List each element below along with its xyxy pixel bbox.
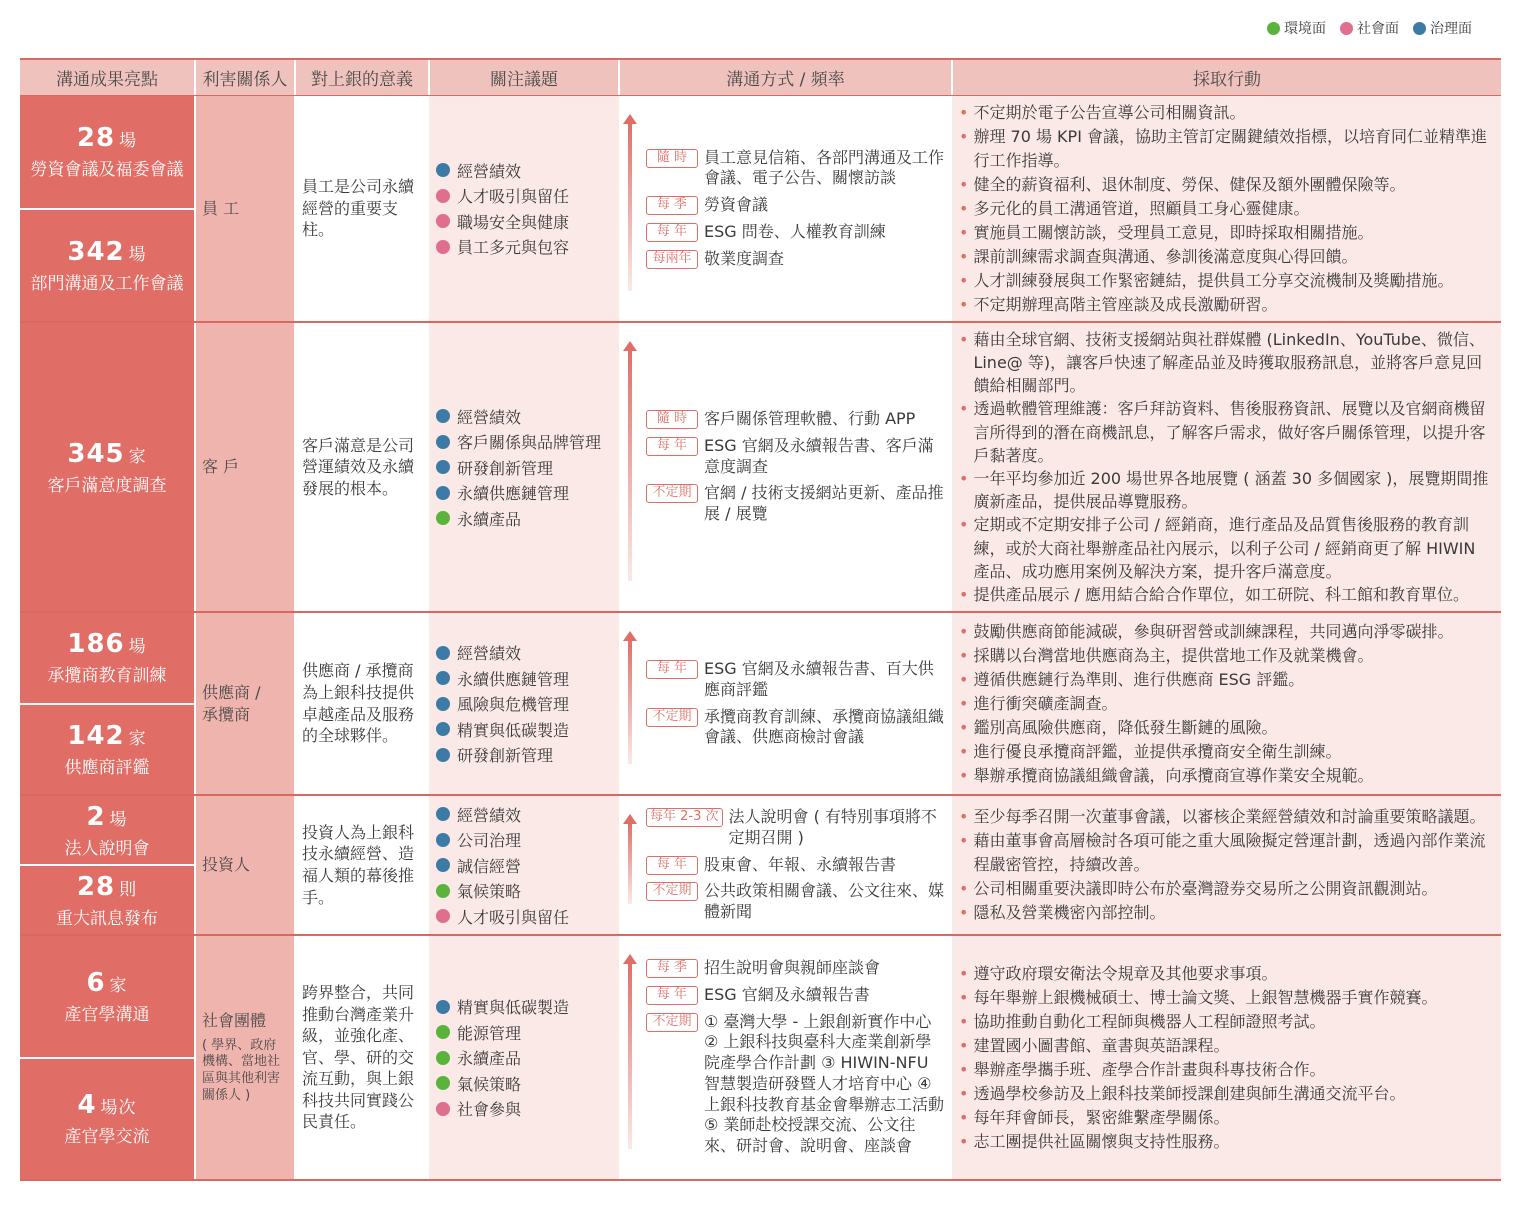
action-item	[959, 644, 1495, 668]
highlight-label: 部門溝通及工作會議	[30, 273, 184, 294]
action-text: • 藉由董事會高層檢討各項可能之重大風險擬定營運計劃，透過內部作業流程嚴密管控，持續改善。	[973, 831, 1486, 874]
stakeholder-name: 供應商 / 承攬商	[202, 682, 261, 724]
highlight-number	[67, 629, 146, 659]
issue-label: 風險與危機管理	[457, 695, 570, 714]
method-text: 招生說明會與親師座談會	[704, 957, 881, 977]
action-text: • 每年舉辦上銀機械碩士、博士論文獎、上銀智慧機器手實作競賽。	[973, 987, 1438, 1007]
action-item	[959, 692, 1495, 716]
action-text: • 健全的薪資福利、退休制度、勞保、健保及額外團體保險等。	[973, 174, 1406, 194]
method-text: ESG 問卷、人權教育訓練	[704, 221, 886, 241]
issues-cell	[430, 96, 620, 321]
action-item	[959, 1034, 1495, 1058]
action-text: • 一年平均參加近 200 場世界各地展覽 ( 涵蓋 30 多個國家 )，展覽期間推廣新產品，提供展品導覽服務。	[973, 469, 1489, 512]
stakeholder-name: 客 戶	[202, 457, 240, 477]
highlight-block	[20, 613, 194, 703]
highlight-unit: 場	[109, 809, 128, 830]
issue-label: 人才吸引與留任	[457, 907, 570, 927]
gov-dot-icon	[436, 646, 450, 660]
action-text: • 透過學校參訪及上銀科技業師授課創建與師生溝通交流平台。	[973, 1083, 1406, 1103]
up-arrow-icon	[628, 962, 632, 1149]
method-text: ESG 官網及永續報告書、客戶滿意度調查	[704, 435, 934, 476]
action-item	[959, 1010, 1495, 1034]
issue-label: 永續產品	[457, 1049, 522, 1068]
action-text: • 採購以台灣當地供應商為主，提供當地工作及就業機會。	[973, 645, 1374, 665]
highlight-block	[20, 936, 194, 1057]
issue-label: 氣候策略	[457, 882, 522, 901]
action-text: • 多元化的員工溝通管道，照顧員工身心靈健康。	[973, 198, 1310, 218]
highlight-label: 供應商評鑑	[64, 757, 150, 778]
action-item	[959, 269, 1495, 293]
action-text: • 舉辦產學攜手班、產學合作計畫與科專技術合作。	[973, 1059, 1326, 1079]
issue-item	[436, 1096, 613, 1122]
action-text: • 不定期於電子公告宣導公司相關資訊。	[973, 102, 1246, 122]
up-arrow-icon	[628, 639, 632, 764]
method-item	[646, 659, 946, 701]
table-row	[20, 96, 1501, 323]
issue-item	[436, 665, 613, 691]
method-item	[646, 195, 946, 216]
issue-label: 經營績效	[457, 407, 522, 427]
frequency-tag: 每 年	[646, 856, 698, 875]
legend-item	[1267, 18, 1326, 38]
highlight-label: 產官學交流	[64, 1127, 150, 1148]
method-text: ESG 官網及永續報告書	[704, 984, 870, 1004]
action-text: • 遵循供應鏈行為準則、進行供應商 ESG 評鑑。	[973, 669, 1305, 689]
action-text: • 舉辦承攬商協議組織會議，向承攬商宣導作業安全規範。	[973, 765, 1374, 785]
action-item	[959, 829, 1495, 877]
action-text: • 辦理 70 場 KPI 會議，協助主管訂定關鍵績效指標，以培育同仁並精準進行工作指導。	[973, 126, 1488, 170]
frequency-tag: 每 季	[646, 196, 698, 215]
highlight-number	[77, 123, 137, 153]
header-cell: 溝通方式 / 頻率	[620, 60, 953, 95]
method-text: ① 臺灣大學 - 上銀創新實作中心 ② 上銀科技與臺科大產業創新學院產學合作計劃 ③ HIWIN-NFU 智慧製造研發暨人才培育中心 ④ 上銀科技教育基金會舉辦志工活動 ⑤ 業師赴校授課交流、公文往來、研討會、說明會、座談會	[704, 1011, 945, 1156]
highlight-label: 客戶滿意度調查	[47, 475, 167, 496]
action-text: • 提供產品展示 / 應用結合給合作單位，如工研院、科工館和教育單位。	[973, 584, 1470, 604]
issue-label: 永續產品	[457, 509, 522, 529]
issue-item	[436, 234, 613, 260]
highlight-block	[20, 208, 194, 322]
issues-cell	[430, 613, 620, 794]
action-item	[959, 716, 1495, 740]
action-item	[959, 764, 1495, 788]
highlight-number	[67, 439, 146, 469]
highlight-unit: 家	[128, 728, 147, 749]
legend-label: 治理面	[1430, 21, 1472, 37]
legend	[1267, 18, 1472, 38]
issue-item	[436, 480, 613, 506]
highlight-number	[67, 721, 146, 751]
meaning-cell	[296, 323, 430, 611]
highlight-value: 28	[76, 123, 116, 154]
action-text: • 課前訓練需求調查與溝通、參訓後滿意度與心得回饋。	[973, 246, 1358, 266]
highlight-unit: 場	[128, 244, 147, 265]
action-item	[959, 221, 1495, 245]
meaning-text: 客戶滿意是公司營運績效及永續發展的根本。	[302, 435, 415, 498]
action-item	[959, 467, 1495, 513]
action-text: • 隱私及營業機密內部控制。	[973, 903, 1166, 922]
issue-item	[436, 903, 613, 929]
issue-label: 氣候策略	[457, 1074, 522, 1094]
action-text: • 藉由全球官網、技術支援網站與社群媒體 (LinkedIn、YouTube、微信、Line@ 等)，讓客戶快速了解產品並及時獲取服務訊息，並將客戶意見回饋給相關部門。	[973, 329, 1485, 396]
highlight-value: 28	[76, 871, 116, 902]
issue-item	[436, 1019, 613, 1045]
frequency-tag: 每 季	[646, 959, 698, 978]
gov-dot-icon	[436, 460, 450, 474]
method-item	[646, 855, 946, 876]
action-item	[959, 125, 1495, 173]
action-item	[959, 328, 1495, 398]
action-item	[959, 583, 1495, 606]
issue-item	[436, 878, 613, 904]
action-text: • 公司相關重要決議即時公布於臺灣證券交易所之公開資訊觀測站。	[973, 879, 1438, 898]
methods-cell	[620, 936, 953, 1179]
gov-dot-icon	[436, 1000, 450, 1014]
frequency-tag: 不定期	[646, 484, 698, 503]
stakeholder-cell	[196, 96, 296, 321]
gov-dot-icon	[436, 486, 450, 500]
up-arrow-icon	[628, 122, 632, 291]
header-cell: 採取行動	[1193, 70, 1261, 90]
actions-cell	[953, 613, 1501, 794]
frequency-tag: 不定期	[646, 708, 698, 727]
issue-label: 職場安全與健康	[457, 212, 570, 232]
highlight-block	[20, 323, 194, 611]
table-row	[20, 796, 1501, 936]
issue-label: 經營績效	[457, 161, 522, 181]
issue-label: 員工多元與包容	[457, 238, 570, 258]
issue-item	[436, 827, 613, 853]
method-item	[646, 483, 946, 525]
action-text: • 志工團提供社區關懷與支持性服務。	[973, 1131, 1230, 1151]
gov-dot-icon	[436, 833, 450, 847]
issue-item	[436, 640, 613, 666]
highlight-unit: 場	[128, 637, 147, 658]
action-text: • 鑑別高風險供應商，降低發生斷鏈的風險。	[973, 717, 1278, 737]
action-text: • 定期或不定期安排子公司 / 經銷商，進行產品及品質售後服務的教育訓練，或於大商社舉辦產品社內展示，以利子公司 / 經銷商更了解 HIWIN 產品、成功應用案例及解決方案，提升客戶滿意度。	[973, 515, 1476, 581]
action-item	[959, 1082, 1495, 1106]
action-item	[959, 513, 1495, 583]
issue-label: 研發創新管理	[457, 746, 554, 765]
issue-item	[436, 716, 613, 742]
up-arrow-icon	[628, 349, 632, 581]
highlights-cell	[20, 796, 196, 934]
action-item	[959, 293, 1495, 317]
highlight-value: 186	[67, 629, 125, 660]
highlight-unit: 則	[119, 879, 138, 900]
method-item	[646, 436, 946, 478]
action-item	[959, 620, 1495, 644]
stakeholder-subtitle: ( 學界、政府機構、當地社區與其他利害關係人 )	[202, 1037, 281, 1104]
method-item	[646, 409, 946, 430]
frequency-tag: 隨 時	[646, 410, 698, 429]
table-row	[20, 323, 1501, 613]
action-text: • 進行優良承攬商評鑑，並提供承攬商安全衛生訓練。	[973, 741, 1342, 761]
highlight-unit: 場	[119, 131, 138, 152]
table-row	[20, 936, 1501, 1181]
frequency-tag: 每兩年	[646, 250, 698, 269]
legend-label: 環境面	[1284, 21, 1326, 37]
highlight-value: 345	[67, 438, 125, 469]
issue-item	[436, 158, 613, 184]
action-item	[959, 245, 1495, 269]
meaning-cell	[296, 613, 430, 794]
highlight-label: 勞資會議及福委會議	[30, 160, 184, 181]
method-item	[646, 881, 946, 923]
meaning-text: 跨界整合，共同推動台灣產業升級，並強化產、官、學、研的交流互動，與上銀科技共同實踐公民責任。	[302, 982, 415, 1132]
highlight-number	[86, 802, 127, 832]
highlight-block	[20, 703, 194, 795]
action-text: • 透過軟體管理維護：客戶拜訪資料、售後服務資訊、展覽以及官網商機留言所得到的潛在商機訊息，了解客戶需求，做好客戶關係管理，以提升客戶黏著度。	[973, 399, 1486, 465]
action-item	[959, 986, 1495, 1010]
issue-item	[436, 454, 613, 480]
frequency-tag: 每 年	[646, 660, 698, 679]
method-text: 客戶關係管理軟體、行動 APP	[704, 409, 916, 428]
highlight-value: 142	[67, 720, 125, 751]
action-text: • 遵守政府環安衛法令規章及其他要求事項。	[973, 963, 1278, 983]
header-cell: 對上銀的意義	[296, 60, 430, 95]
issue-label: 公司治理	[457, 831, 522, 850]
method-text: 敬業度調查	[704, 248, 785, 268]
highlight-block	[20, 1057, 194, 1180]
issue-label: 精實與低碳製造	[457, 998, 570, 1017]
meaning-cell	[296, 936, 430, 1179]
env-dot-icon	[436, 511, 450, 525]
issue-label: 經營績效	[457, 644, 522, 663]
gov-dot-icon	[436, 697, 450, 711]
header-cell: 關注議題	[430, 60, 620, 95]
issue-label: 永續供應鏈管理	[457, 484, 570, 503]
highlights-cell	[20, 936, 196, 1179]
stakeholder-cell	[196, 796, 296, 934]
soc-dot-icon	[436, 240, 450, 254]
method-item	[646, 958, 946, 979]
env-dot-icon	[436, 1076, 450, 1090]
method-text: ESG 官網及永續報告書、百大供應商評鑑	[704, 658, 934, 699]
gov-dot-icon	[436, 807, 450, 821]
method-text: 官網 / 技術支援網站更新、產品推展 / 展覽	[704, 483, 944, 524]
env-dot-icon	[436, 884, 450, 898]
gov-dot-icon	[436, 163, 450, 177]
highlight-number	[77, 872, 137, 902]
frequency-tag: 不定期	[646, 1013, 698, 1032]
env-dot-icon	[436, 1051, 450, 1065]
soc-dot-icon	[436, 214, 450, 228]
issue-label: 精實與低碳製造	[457, 720, 570, 740]
issue-item	[436, 505, 613, 531]
action-text: • 至少每季召開一次董事會議，以審核企業經營績效和討論重要策略議題。	[973, 807, 1486, 826]
issue-label: 經營績效	[457, 805, 522, 825]
frequency-tag: 不定期	[646, 882, 698, 901]
frequency-tag: 每 年	[646, 986, 698, 1005]
stakeholder-table	[20, 58, 1501, 1181]
highlights-cell	[20, 323, 196, 611]
method-item	[646, 985, 946, 1006]
soc-dot-icon	[436, 189, 450, 203]
action-item	[959, 877, 1495, 901]
method-text: 承攬商教育訓練、承攬商協議組織會議、供應商檢討會議	[704, 706, 945, 747]
method-text: 股東會、年報、永續報告書	[704, 854, 897, 874]
legend-item	[1340, 18, 1399, 38]
meaning-text: 投資人為上銀科技永續經營、造福人類的幕後推手。	[302, 822, 415, 907]
soc-dot-icon	[436, 1102, 450, 1116]
method-text: 勞資會議	[704, 195, 769, 215]
action-item	[959, 740, 1495, 764]
frequency-tag: 隨 時	[646, 149, 698, 168]
highlight-number	[67, 237, 146, 267]
legend-dot-icon	[1267, 22, 1280, 35]
up-arrow-icon	[628, 822, 632, 904]
action-text: • 實施員工關懷訪談，受理員工意見，即時採取相關措施。	[973, 222, 1374, 242]
meaning-text: 員工是公司永續經營的重要支柱。	[302, 177, 415, 240]
action-text: • 不定期辦理高階主管座談及成長激勵研習。	[973, 294, 1278, 314]
method-item	[646, 222, 946, 243]
action-item	[959, 101, 1495, 125]
issue-item	[436, 801, 613, 827]
method-item	[646, 1012, 946, 1158]
highlights-cell	[20, 613, 196, 794]
issue-item	[436, 1070, 613, 1096]
stakeholder-name: 員 工	[202, 198, 240, 218]
frequency-tag: 每年 2-3 次	[646, 808, 723, 827]
highlight-value: 6	[86, 967, 106, 998]
issue-label: 社會參與	[457, 1100, 522, 1119]
method-item	[646, 249, 946, 270]
stakeholder-cell	[196, 323, 296, 611]
issue-item	[436, 691, 613, 717]
highlight-label: 產官學溝通	[64, 1004, 150, 1025]
actions-cell	[953, 323, 1501, 611]
stakeholder-cell	[196, 936, 296, 1179]
issue-item	[436, 403, 613, 429]
meaning-text: 供應商 / 承攬商為上銀科技提供卓越產品及服務的全球夥伴。	[302, 661, 415, 746]
header-cell: 溝通成果亮點	[20, 60, 196, 95]
highlight-label: 承攬商教育訓練	[47, 666, 167, 687]
gov-dot-icon	[436, 671, 450, 685]
issue-label: 人才吸引與留任	[457, 187, 570, 207]
highlight-block	[20, 796, 194, 864]
stakeholder-name: 社會團體	[202, 1010, 267, 1030]
methods-cell	[620, 613, 953, 794]
env-dot-icon	[436, 1025, 450, 1039]
issues-cell	[430, 936, 620, 1179]
highlight-value: 2	[86, 801, 106, 832]
table-row	[20, 613, 1501, 796]
legend-dot-icon	[1340, 22, 1353, 35]
legend-dot-icon	[1413, 22, 1426, 35]
methods-cell	[620, 323, 953, 611]
issue-label: 誠信經營	[457, 856, 522, 876]
issue-item	[436, 209, 613, 235]
methods-cell	[620, 96, 953, 321]
gov-dot-icon	[436, 722, 450, 736]
actions-cell	[953, 96, 1501, 321]
method-item	[646, 707, 946, 749]
highlight-number	[86, 968, 127, 998]
action-text: • 每年拜會師長，緊密維繫產學關係。	[973, 1107, 1230, 1127]
gov-dot-icon	[436, 748, 450, 762]
action-text: • 協助推動自動化工程師與機器人工程師證照考試。	[973, 1011, 1326, 1031]
frequency-tag: 每 年	[646, 223, 698, 242]
highlight-unit: 家	[109, 975, 128, 996]
issue-item	[436, 183, 613, 209]
action-item	[959, 805, 1495, 829]
issue-label: 客戶關係與品牌管理	[457, 433, 602, 452]
issue-label: 能源管理	[457, 1023, 522, 1043]
highlight-label: 法人說明會	[64, 838, 150, 859]
action-text: • 進行衝突礦產調查。	[973, 693, 1118, 713]
action-item	[959, 397, 1495, 467]
action-text: • 鼓勵供應商節能減碳，參與研習營或訓練課程，共同邁向淨零碳排。	[973, 621, 1454, 641]
action-item	[959, 197, 1495, 221]
action-item	[959, 1130, 1495, 1154]
stakeholder-name: 投資人	[202, 855, 251, 875]
header-cell: 利害關係人	[196, 60, 296, 95]
highlight-block	[20, 864, 194, 934]
highlight-value: 4	[77, 1090, 97, 1121]
issue-item	[436, 994, 613, 1020]
legend-label: 社會面	[1357, 21, 1399, 37]
actions-cell	[953, 936, 1501, 1179]
stakeholder-cell	[196, 613, 296, 794]
highlight-number	[77, 1090, 136, 1120]
gov-dot-icon	[436, 435, 450, 449]
action-item	[959, 1106, 1495, 1130]
legend-item	[1413, 18, 1472, 38]
issue-item	[436, 742, 613, 768]
soc-dot-icon	[436, 909, 450, 923]
issue-item	[436, 1045, 613, 1071]
action-item	[959, 1058, 1495, 1082]
issue-item	[436, 852, 613, 878]
method-item	[646, 148, 946, 190]
method-text: 員工意見信箱、各部門溝通及工作會議、電子公告、關懷訪談	[704, 147, 945, 188]
meaning-cell	[296, 96, 430, 321]
issues-cell	[430, 323, 620, 611]
frequency-tag: 每 年	[646, 437, 698, 456]
highlight-label: 重大訊息發布	[56, 908, 158, 929]
action-item	[959, 668, 1495, 692]
action-item	[959, 962, 1495, 986]
action-item	[959, 901, 1495, 925]
issues-cell	[430, 796, 620, 934]
action-item	[959, 173, 1495, 197]
issue-label: 永續供應鏈管理	[457, 669, 570, 689]
meaning-cell	[296, 796, 430, 934]
method-item	[646, 807, 946, 849]
method-text: 公共政策相關會議、公文往來、媒體新聞	[704, 881, 945, 922]
actions-cell	[953, 796, 1501, 934]
highlight-value: 342	[67, 236, 125, 267]
method-text: 法人說明會 ( 有特別事項將不定期召開 )	[728, 807, 937, 847]
gov-dot-icon	[436, 858, 450, 872]
gov-dot-icon	[436, 409, 450, 423]
table-header	[20, 58, 1501, 96]
action-text: • 人才訓練發展與工作緊密鏈結，提供員工分享交流機制及獎勵措施。	[973, 270, 1454, 290]
issue-item	[436, 429, 613, 455]
highlight-unit: 場次	[100, 1098, 137, 1119]
action-text: • 建置國小圖書館、童書與英語課程。	[973, 1035, 1230, 1055]
issue-label: 研發創新管理	[457, 458, 554, 478]
highlight-block	[20, 96, 194, 208]
methods-cell	[620, 796, 953, 934]
highlights-cell	[20, 96, 196, 321]
highlight-unit: 家	[128, 446, 147, 467]
